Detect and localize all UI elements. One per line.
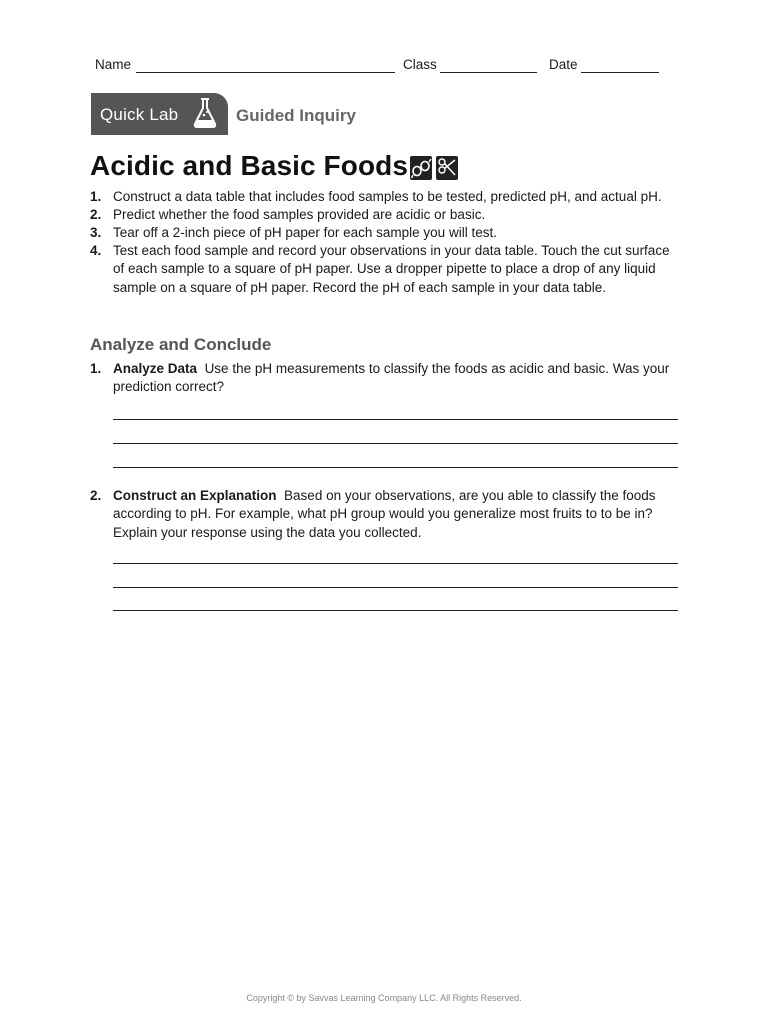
question-label: Analyze Data — [113, 361, 198, 376]
item-number: 2. — [90, 207, 102, 222]
answer-line[interactable] — [113, 443, 678, 444]
section-heading: Analyze and Conclude — [90, 335, 272, 354]
copyright-footer: Copyright © by Savvas Learning Company LLC. All Rights Reserved. — [246, 993, 522, 1003]
question-label: Construct an Explanation — [113, 488, 277, 503]
item-text: Predict whether the food samples provided are acidic or basic. — [113, 207, 486, 222]
item-number: 1. — [90, 189, 102, 204]
question-number: 2. — [90, 488, 102, 503]
name-field[interactable] — [136, 72, 395, 73]
class-label: Class — [403, 57, 437, 72]
quick-lab-label: Quick Lab — [100, 105, 179, 124]
guided-inquiry-label: Guided Inquiry — [236, 106, 356, 125]
answer-line[interactable] — [113, 419, 678, 420]
answer-line[interactable] — [113, 563, 678, 564]
item-number: 3. — [90, 225, 102, 240]
item-number: 4. — [90, 243, 102, 258]
question-text: Use the pH measurements to classify the foods as acidic and basic. Was your prediction correct? — [113, 361, 670, 395]
class-field[interactable] — [440, 72, 537, 73]
date-field[interactable] — [581, 72, 659, 73]
item-text: Construct a data table that includes food samples to be tested, predicted pH, and actual pH. — [113, 189, 662, 204]
question-body — [113, 360, 683, 397]
question-body — [113, 487, 683, 542]
page-title: Acidic and Basic Foods — [90, 150, 409, 181]
item-text: Tear off a 2-inch piece of pH paper for each sample you will test. — [113, 225, 497, 240]
scissors-icon — [436, 156, 458, 180]
item-text: Test each food sample and record your observations in your data table. Touch the cut surface of each sample to a square of pH paper. Use a dropper pipette to place a drop of any liquid sample on a square of pH paper. Record the pH of each sample in your data table. — [113, 243, 670, 295]
question-text: Based on your observations, are you able to classify the foods according to pH. For example, what pH group would you generalize most fruits to to be in? Explain your response using the data you collected. — [113, 488, 656, 540]
goggles-icon — [410, 156, 432, 180]
name-label: Name — [95, 57, 132, 72]
question-number: 1. — [90, 361, 102, 376]
flask-icon — [190, 96, 220, 130]
answer-line[interactable] — [113, 467, 678, 468]
answer-line[interactable] — [113, 587, 678, 588]
answer-line[interactable] — [113, 610, 678, 611]
date-label: Date — [549, 57, 578, 72]
